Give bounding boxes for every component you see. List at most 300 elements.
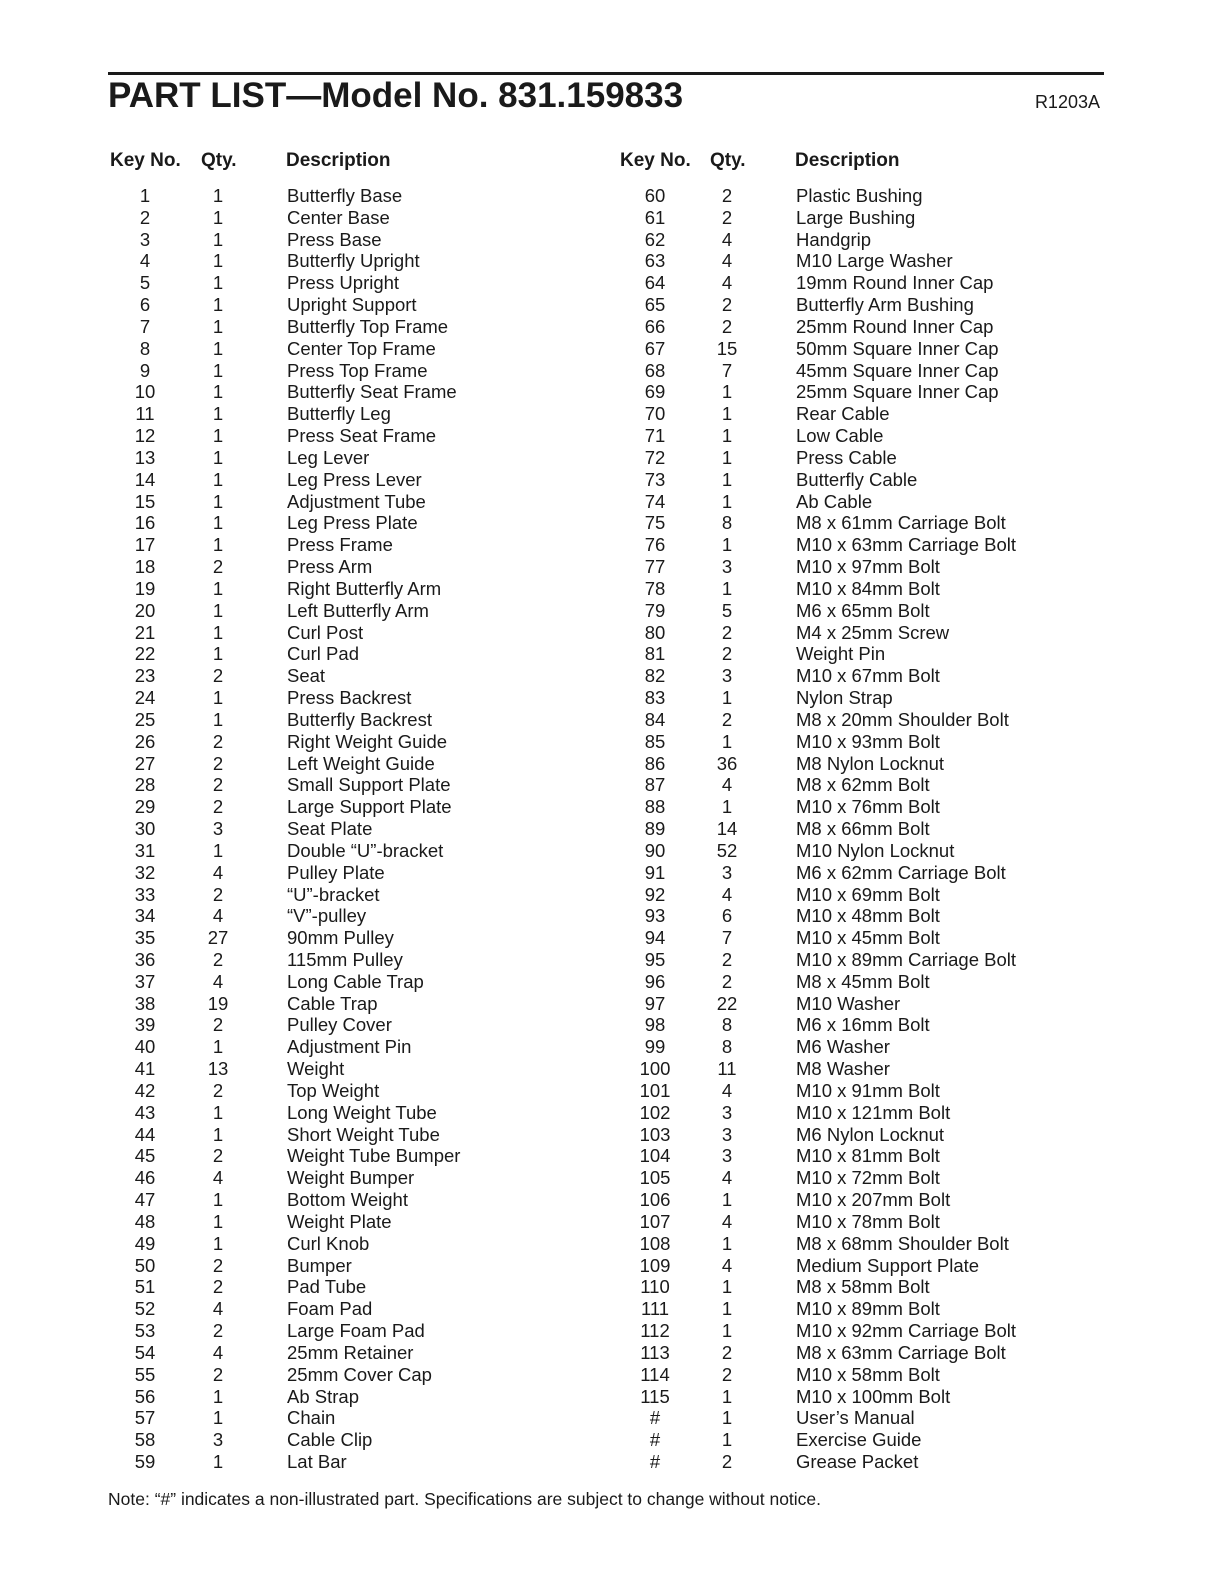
part-key-no: 97 [644, 992, 666, 1014]
part-description: M10 x 92mm Carriage Bolt [796, 1320, 1017, 1342]
part-description: M8 x 66mm Bolt [796, 818, 930, 840]
part-description: M10 Large Washer [796, 250, 953, 272]
part-description: Pulley Plate [287, 861, 385, 883]
part-description: Right Butterfly Arm [287, 577, 442, 599]
part-key-no: 49 [134, 1232, 156, 1254]
part-description: Top Weight [287, 1079, 380, 1101]
part-qty: 1 [212, 643, 224, 665]
left-header-key: Key No. [110, 150, 181, 171]
part-qty: 4 [212, 1298, 224, 1320]
part-key-no: 89 [644, 818, 666, 840]
part-key-no: 62 [644, 228, 666, 250]
part-qty: 8 [721, 1014, 733, 1036]
part-key-no: 99 [644, 1036, 666, 1058]
part-qty: 1 [721, 796, 733, 818]
part-key-no: 36 [134, 948, 156, 970]
part-description: M10 x 63mm Carriage Bolt [796, 534, 1017, 556]
part-qty: 1 [721, 1189, 733, 1211]
part-qty: 1 [212, 425, 224, 447]
part-qty: 14 [716, 818, 738, 840]
part-description: 115mm Pulley [287, 948, 403, 970]
part-key-no: 85 [644, 730, 666, 752]
part-qty: 2 [721, 708, 733, 730]
part-qty: 2 [721, 621, 733, 643]
part-description: M10 x 76mm Bolt [796, 796, 940, 818]
part-description: M10 x 69mm Bolt [796, 883, 940, 905]
part-qty: 1 [212, 228, 224, 250]
part-description: M6 x 16mm Bolt [796, 1014, 930, 1036]
part-key-no: 96 [644, 970, 666, 992]
part-key-no: 11 [135, 403, 155, 425]
part-key-no: 98 [644, 1014, 666, 1036]
right-header-description: Description [795, 150, 900, 171]
part-key-no: 40 [134, 1036, 156, 1058]
part-qty: 3 [721, 861, 733, 883]
part-qty: 1 [212, 708, 224, 730]
part-qty: 1 [212, 1385, 224, 1407]
part-key-no: 46 [134, 1167, 156, 1189]
part-qty: 1 [212, 315, 224, 337]
right-header-qty: Qty. [710, 150, 746, 171]
part-key-no: 25 [134, 708, 156, 730]
part-description: M10 x 84mm Bolt [796, 577, 940, 599]
part-key-no: 37 [134, 970, 156, 992]
part-key-no: 114 [640, 1363, 670, 1385]
part-key-no: 6 [139, 294, 151, 316]
part-description: M6 Washer [796, 1036, 890, 1058]
part-key-no: # [649, 1429, 661, 1451]
part-qty: 2 [212, 665, 224, 687]
part-qty: 2 [212, 1014, 224, 1036]
part-key-no: 7 [139, 315, 151, 337]
part-qty: 1 [212, 1232, 224, 1254]
part-qty: 1 [721, 687, 733, 709]
part-qty: 1 [212, 839, 224, 861]
part-qty: 2 [721, 948, 733, 970]
part-qty: 1 [212, 468, 224, 490]
part-description: Bottom Weight [287, 1189, 408, 1211]
part-qty: 1 [212, 206, 224, 228]
part-description: Left Butterfly Arm [287, 599, 429, 621]
part-description: Press Arm [287, 556, 373, 578]
part-key-no: 56 [134, 1385, 156, 1407]
part-qty: 2 [212, 1254, 224, 1276]
part-description: Press Upright [287, 272, 400, 294]
part-key-no: 21 [134, 621, 156, 643]
part-key-no: 41 [134, 1058, 156, 1080]
part-description: Press Top Frame [287, 359, 428, 381]
part-qty: 3 [212, 1429, 224, 1451]
part-qty: 15 [716, 337, 738, 359]
part-key-no: 110 [640, 1276, 670, 1298]
part-description: Seat Plate [287, 818, 373, 840]
part-key-no: 51 [134, 1276, 156, 1298]
part-description: Weight Bumper [287, 1167, 415, 1189]
part-description: Butterfly Leg [287, 403, 391, 425]
left-header-description: Description [286, 150, 391, 171]
part-description: M8 x 61mm Carriage Bolt [796, 512, 1006, 534]
part-qty: 3 [721, 556, 733, 578]
part-key-no: 102 [639, 1101, 671, 1123]
part-description: Leg Press Lever [287, 468, 422, 490]
part-qty: 4 [212, 970, 224, 992]
part-qty: 27 [207, 927, 229, 949]
part-key-no: 39 [134, 1014, 156, 1036]
part-description: Long Weight Tube [287, 1101, 437, 1123]
part-key-no: 86 [644, 752, 666, 774]
part-description: M8 x 45mm Bolt [796, 970, 930, 992]
part-description: M4 x 25mm Screw [796, 621, 950, 643]
part-key-no: 16 [134, 512, 156, 534]
part-key-no: 115 [640, 1385, 670, 1407]
part-qty: 2 [212, 1320, 224, 1342]
part-description: Adjustment Pin [287, 1036, 412, 1058]
part-key-no: 92 [644, 883, 666, 905]
part-key-no: 103 [639, 1123, 671, 1145]
part-key-no: 9 [139, 359, 151, 381]
part-qty: 4 [212, 1167, 224, 1189]
part-description: Weight Pin [796, 643, 886, 665]
part-description: Butterfly Backrest [287, 708, 432, 730]
part-key-no: 94 [644, 927, 666, 949]
part-description: M8 x 68mm Shoulder Bolt [796, 1232, 1009, 1254]
part-qty: 1 [212, 1189, 224, 1211]
part-qty: 2 [212, 774, 224, 796]
part-description: Small Support Plate [287, 774, 451, 796]
part-key-no: 109 [639, 1254, 671, 1276]
part-qty: 1 [212, 185, 224, 206]
part-description: Upright Support [287, 294, 417, 316]
part-description: Double “U”-bracket [287, 839, 444, 861]
part-qty: 3 [721, 1101, 733, 1123]
part-qty: 22 [716, 992, 738, 1014]
part-qty: 2 [721, 206, 733, 228]
part-description: M10 x 121mm Bolt [796, 1101, 951, 1123]
part-description: Butterfly Seat Frame [287, 381, 457, 403]
part-qty: 2 [212, 1363, 224, 1385]
part-qty: 1 [212, 577, 224, 599]
part-description: M10 x 58mm Bolt [796, 1363, 940, 1385]
part-qty: 2 [212, 1276, 224, 1298]
part-description: Press Base [287, 228, 382, 250]
part-qty: 1 [721, 381, 733, 403]
part-key-no: 54 [134, 1341, 156, 1363]
part-description: M10 x 48mm Bolt [796, 905, 940, 927]
part-key-no: 81 [644, 643, 666, 665]
part-description: 25mm Retainer [287, 1341, 414, 1363]
part-qty: 1 [212, 1123, 224, 1145]
part-description: Seat [287, 665, 326, 687]
part-qty: 3 [721, 1145, 733, 1167]
part-qty: 1 [721, 534, 733, 556]
part-description: Rear Cable [796, 403, 890, 425]
part-description: Left Weight Guide [287, 752, 435, 774]
part-key-no: 52 [134, 1298, 156, 1320]
part-key-no: 59 [134, 1451, 156, 1473]
part-description: M10 x 207mm Bolt [796, 1189, 951, 1211]
part-description: Pad Tube [287, 1276, 367, 1298]
part-key-no: 26 [134, 730, 156, 752]
part-description: M10 x 78mm Bolt [796, 1210, 940, 1232]
part-qty: 4 [721, 774, 733, 796]
part-description: M8 x 20mm Shoulder Bolt [796, 708, 1009, 730]
part-description: M10 x 100mm Bolt [796, 1385, 951, 1407]
part-description: 25mm Round Inner Cap [796, 315, 994, 337]
part-qty: 4 [721, 1079, 733, 1101]
part-key-no: 111 [640, 1298, 670, 1320]
part-key-no: 50 [134, 1254, 156, 1276]
part-key-no: 23 [134, 665, 156, 687]
part-description: M6 x 62mm Carriage Bolt [796, 861, 1006, 883]
part-description: Nylon Strap [796, 687, 893, 709]
part-qty: 2 [212, 1145, 224, 1167]
part-description: 19mm Round Inner Cap [796, 272, 994, 294]
part-description: M10 x 81mm Bolt [796, 1145, 940, 1167]
part-qty: 4 [721, 1167, 733, 1189]
part-description: 50mm Square Inner Cap [796, 337, 999, 359]
part-qty: 4 [212, 905, 224, 927]
part-key-no: 100 [639, 1058, 671, 1080]
part-qty: 1 [212, 359, 224, 381]
part-key-no: 70 [644, 403, 666, 425]
part-qty: 1 [721, 577, 733, 599]
part-key-no: 67 [644, 337, 666, 359]
part-key-no: 47 [134, 1189, 156, 1211]
part-qty: 1 [212, 446, 224, 468]
left-description-column [287, 185, 597, 1473]
part-key-no: 75 [644, 512, 666, 534]
part-qty: 2 [721, 643, 733, 665]
part-description: M10 Washer [796, 992, 901, 1014]
part-key-no: 53 [134, 1320, 156, 1342]
part-description: Press Frame [287, 534, 393, 556]
left-key-column [120, 185, 170, 1473]
part-qty: 1 [721, 730, 733, 752]
part-description: Center Top Frame [287, 337, 436, 359]
part-description: Handgrip [796, 228, 872, 250]
part-description: Medium Support Plate [796, 1254, 980, 1276]
part-key-no: 27 [134, 752, 156, 774]
part-description: “U”-bracket [287, 883, 380, 905]
part-qty: 2 [721, 315, 733, 337]
part-description: Ab Strap [287, 1385, 359, 1407]
part-description: M8 x 58mm Bolt [796, 1276, 930, 1298]
part-key-no: 112 [640, 1320, 670, 1342]
part-qty: 4 [212, 861, 224, 883]
part-description: M10 x 97mm Bolt [796, 556, 940, 578]
part-qty: 2 [721, 1341, 733, 1363]
part-key-no: 83 [644, 687, 666, 709]
part-description: M6 x 65mm Bolt [796, 599, 930, 621]
part-description: M8 x 63mm Carriage Bolt [796, 1341, 1006, 1363]
right-header-key: Key No. [620, 150, 691, 171]
part-description: 90mm Pulley [287, 927, 394, 949]
part-key-no: 3 [139, 228, 151, 250]
part-qty: 1 [721, 1232, 733, 1254]
part-key-no: 74 [644, 490, 666, 512]
document-code: R1203A [1034, 92, 1100, 112]
part-qty: 1 [721, 1429, 733, 1451]
part-qty: 1 [721, 1407, 733, 1429]
part-description: Press Backrest [287, 687, 412, 709]
footer-note: Note: “#” indicates a non-illustrated part. Specifications are subject to change without notice. [108, 1489, 822, 1509]
part-qty: 2 [212, 883, 224, 905]
part-description: Short Weight Tube [287, 1123, 440, 1145]
part-description: M10 Nylon Locknut [796, 839, 955, 861]
part-description: Butterfly Top Frame [287, 315, 449, 337]
part-key-no: 113 [640, 1341, 670, 1363]
part-qty: 1 [721, 1320, 733, 1342]
part-description: Plastic Bushing [796, 185, 923, 206]
part-key-no: 10 [134, 381, 156, 403]
part-key-no: 4 [139, 250, 151, 272]
part-qty: 1 [212, 1036, 224, 1058]
part-description: Curl Knob [287, 1232, 370, 1254]
part-key-no: 32 [134, 861, 156, 883]
part-key-no: # [649, 1407, 661, 1429]
part-key-no: 30 [134, 818, 156, 840]
part-qty: 8 [721, 512, 733, 534]
part-description: M10 x 89mm Bolt [796, 1298, 940, 1320]
part-qty: 1 [212, 512, 224, 534]
part-description: 25mm Square Inner Cap [796, 381, 999, 403]
part-key-no: 68 [644, 359, 666, 381]
part-qty: 4 [721, 250, 733, 272]
part-qty: 1 [212, 272, 224, 294]
part-qty: 2 [212, 948, 224, 970]
page-title: PART LIST—Model No. 831.159833 [108, 76, 684, 115]
part-description: Ab Cable [796, 490, 873, 512]
part-qty: 1 [212, 1101, 224, 1123]
part-qty: 2 [212, 556, 224, 578]
part-key-no: 13 [134, 446, 156, 468]
part-description: Leg Lever [287, 446, 370, 468]
part-qty: 4 [721, 1254, 733, 1276]
part-key-no: 105 [639, 1167, 671, 1189]
part-description: M10 x 72mm Bolt [796, 1167, 940, 1189]
part-description: Large Bushing [796, 206, 916, 228]
part-qty: 3 [721, 665, 733, 687]
part-qty: 1 [212, 490, 224, 512]
part-qty: 2 [212, 796, 224, 818]
part-key-no: 57 [134, 1407, 156, 1429]
part-key-no: 80 [644, 621, 666, 643]
part-qty: 36 [716, 752, 738, 774]
part-qty: 2 [212, 752, 224, 774]
part-key-no: 88 [644, 796, 666, 818]
part-key-no: 78 [644, 577, 666, 599]
part-description: Weight [287, 1058, 345, 1080]
part-key-no: 72 [644, 446, 666, 468]
part-key-no: 22 [134, 643, 156, 665]
part-key-no: 82 [644, 665, 666, 687]
part-qty: 1 [212, 403, 224, 425]
part-description: Weight Plate [287, 1210, 392, 1232]
part-qty: 4 [721, 272, 733, 294]
part-description: Grease Packet [796, 1451, 919, 1473]
part-qty: 1 [212, 250, 224, 272]
part-qty: 2 [721, 185, 733, 206]
part-key-no: 12 [134, 425, 156, 447]
part-qty: 4 [721, 883, 733, 905]
part-description: Cable Clip [287, 1429, 373, 1451]
part-qty: 8 [721, 1036, 733, 1058]
part-description: 45mm Square Inner Cap [796, 359, 999, 381]
part-key-no: 90 [644, 839, 666, 861]
part-key-no: 60 [644, 185, 666, 206]
part-qty: 1 [212, 687, 224, 709]
part-key-no: 71 [644, 425, 666, 447]
right-qty-column [707, 185, 747, 1473]
part-qty: 1 [212, 1451, 224, 1473]
part-description: Lat Bar [287, 1451, 347, 1473]
part-description: Butterfly Base [287, 185, 403, 206]
part-description: Press Seat Frame [287, 425, 437, 447]
title-rule [108, 72, 1104, 75]
part-qty: 1 [721, 403, 733, 425]
part-qty: 11 [717, 1058, 737, 1080]
part-qty: 4 [721, 228, 733, 250]
part-key-no: 58 [134, 1429, 156, 1451]
part-description: Leg Press Plate [287, 512, 418, 534]
part-description: Right Weight Guide [287, 730, 448, 752]
part-key-no: 14 [134, 468, 156, 490]
part-key-no: 20 [134, 599, 156, 621]
part-key-no: 8 [139, 337, 151, 359]
part-qty: 6 [721, 905, 733, 927]
part-description: Pulley Cover [287, 1014, 392, 1036]
part-description: Low Cable [796, 425, 884, 447]
part-key-no: 35 [134, 927, 156, 949]
part-qty: 2 [721, 1451, 733, 1473]
part-key-no: 106 [639, 1189, 671, 1211]
part-key-no: 44 [134, 1123, 156, 1145]
part-key-no: 45 [134, 1145, 156, 1167]
part-qty: 5 [721, 599, 733, 621]
left-qty-column [198, 185, 238, 1473]
part-qty: 7 [721, 927, 733, 949]
right-key-column [630, 185, 680, 1473]
part-key-no: 73 [644, 468, 666, 490]
part-key-no: 31 [134, 839, 156, 861]
part-key-no: 91 [644, 861, 666, 883]
part-description: Butterfly Upright [287, 250, 420, 272]
part-key-no: 24 [134, 687, 156, 709]
part-qty: 1 [721, 446, 733, 468]
part-key-no: 65 [644, 294, 666, 316]
part-key-no: 18 [134, 556, 156, 578]
part-qty: 1 [721, 468, 733, 490]
part-description: M10 x 67mm Bolt [796, 665, 940, 687]
part-key-no: 43 [134, 1101, 156, 1123]
part-key-no: 1 [139, 185, 151, 206]
part-description: Large Foam Pad [287, 1320, 425, 1342]
part-description: Chain [287, 1407, 336, 1429]
part-qty: 1 [212, 534, 224, 556]
part-qty: 1 [721, 490, 733, 512]
part-qty: 2 [212, 730, 224, 752]
part-key-no: 38 [134, 992, 156, 1014]
part-qty: 13 [207, 1058, 229, 1080]
part-key-no: 63 [644, 250, 666, 272]
part-key-no: 2 [139, 206, 151, 228]
part-qty: 1 [721, 1276, 733, 1298]
part-key-no: 17 [134, 534, 156, 556]
part-qty: 52 [716, 839, 738, 861]
part-description: “V”-pulley [287, 905, 367, 927]
part-description: M8 Nylon Locknut [796, 752, 945, 774]
part-key-no: 64 [644, 272, 666, 294]
